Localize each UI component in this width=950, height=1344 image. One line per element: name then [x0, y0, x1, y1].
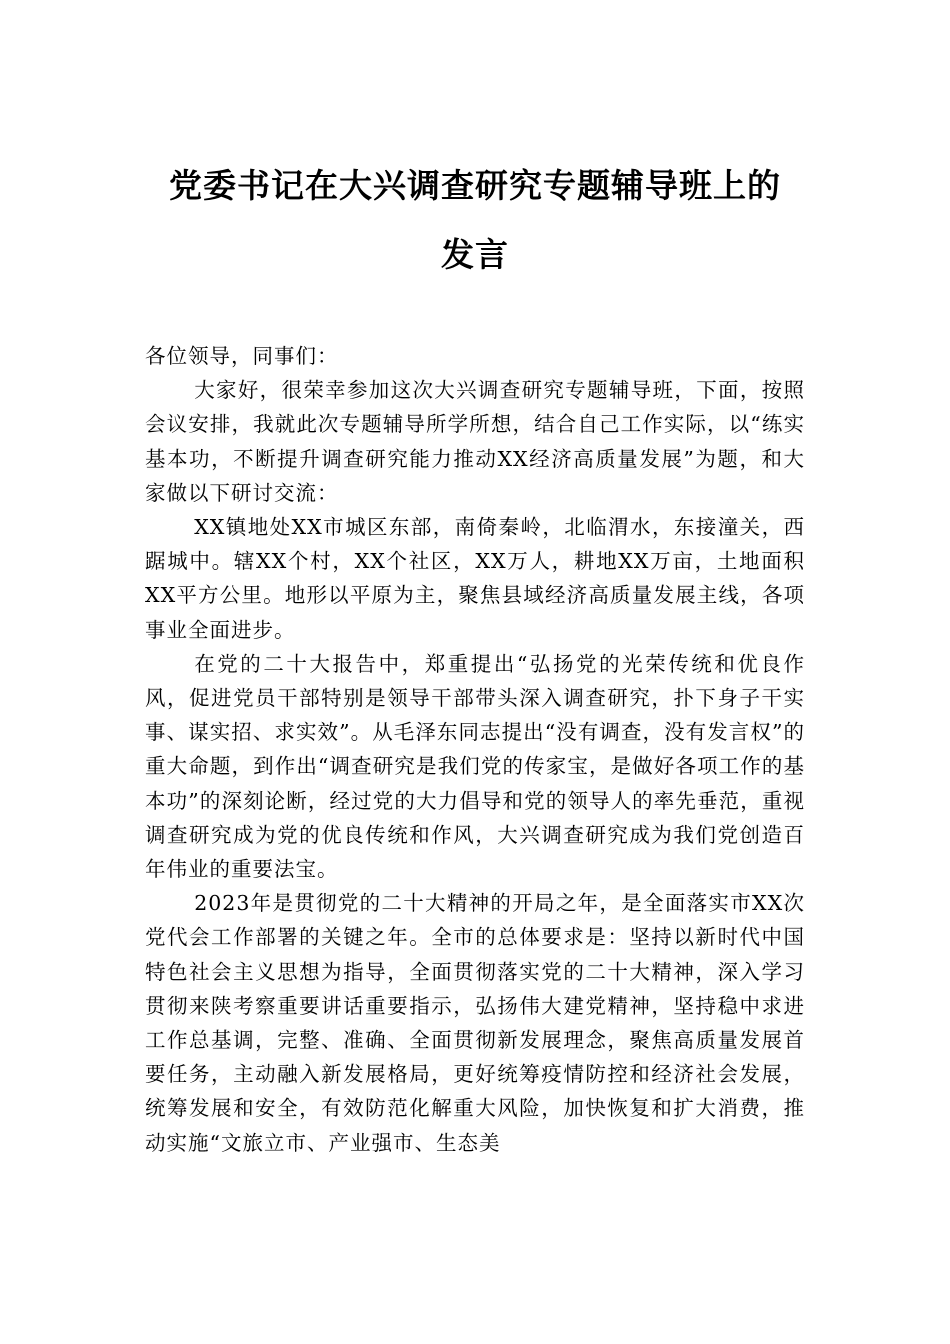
paragraph-party-report: 在党的二十大报告中，郑重提出“弘扬党的光荣传统和优良作风，促进党员干部特别是领导干部带头深入调查研究，扑下身子干实事、谋实招、求实效”。从毛泽东同志提出“没有调查，没有发言权”的重大命题，到作出“调查研究是我们党的传家宝，是做好各项工作的基本功”的深刻论断，经过党的大力倡导和党的领导人的率先垂范，重视调查研究成为党的优良传统和作风，大兴调查研究成为我们党创造百年伟业的重要法宝。: [145, 651, 805, 882]
document-title: [145, 158, 805, 283]
document-page: [145, 158, 805, 1160]
title-line-1: 党委书记在大兴调查研究专题辅导班上的: [169, 166, 781, 205]
title-line-2: 发言: [441, 235, 509, 274]
paragraph-town-overview: XX镇地处XX市城区东部，南倚秦岭，北临渭水，东接潼关，西踞城中。辖XX个村，XX个社区，XX万人，耕地XX万亩，土地面积XX平方公里。地形以平原为主，聚焦县域经济高质量发展主线，各项事业全面进步。: [145, 515, 805, 642]
paragraph-greeting: 大家好，很荣幸参加这次大兴调查研究专题辅导班，下面，按照会议安排，我就此次专题辅导所学所想，结合自己工作实际，以“练实基本功，不断提升调查研究能力推动XX经济高质量发展”为题，和大家做以下研讨交流：: [145, 378, 805, 505]
salutation: 各位领导，同事们：: [145, 344, 339, 368]
paragraph-2023-requirements: 2023年是贯彻党的二十大精神的开局之年，是全面落实市XX次党代会工作部署的关键之年。全市的总体要求是：坚持以新时代中国特色社会主义思想为指导，全面贯彻落实党的二十大精神，深入学习贯彻来陕考察重要讲话重要指示，弘扬伟大建党精神，坚持稳中求进工作总基调，完整、准确、全面贯彻新发展理念，聚焦高质量发展首要任务，主动融入新发展格局，更好统筹疫情防控和经济社会发展，统筹发展和安全，有效防范化解重大风险，加快恢复和扩大消费，推动实施“文旅立市、产业强市、生态美: [145, 891, 805, 1155]
